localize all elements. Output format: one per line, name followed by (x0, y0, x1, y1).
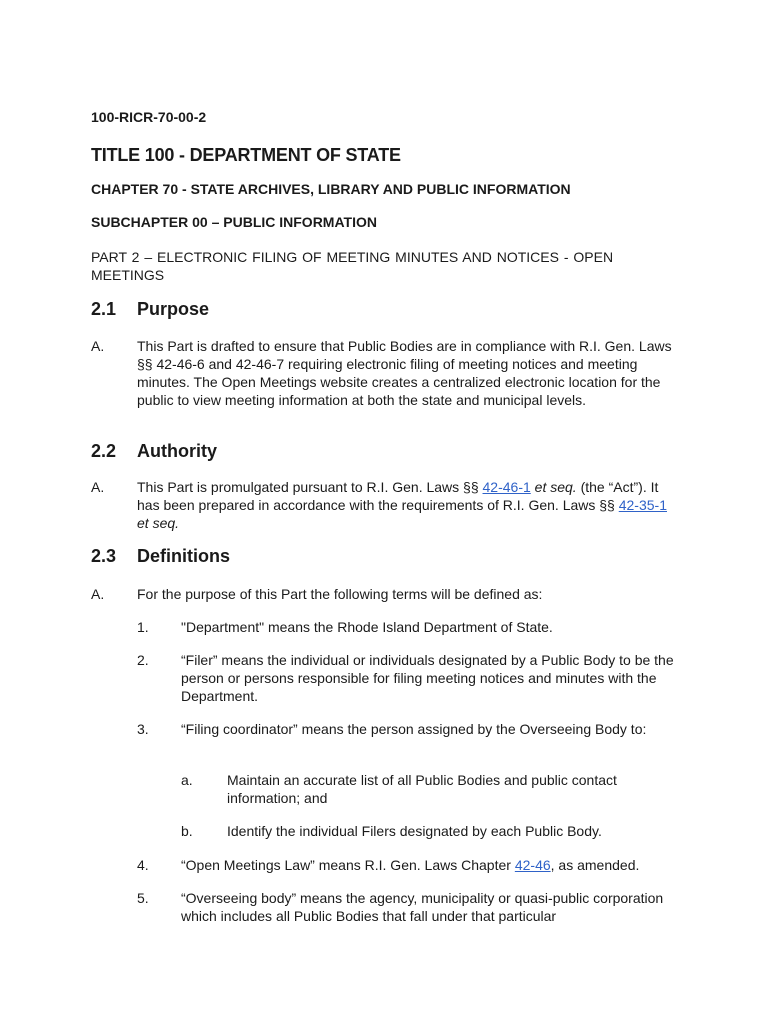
statute-link-42-46-1[interactable]: 42-46-1 (482, 479, 531, 495)
section-number-purpose: 2.1 (91, 299, 117, 319)
section-title-authority: Authority (137, 441, 217, 461)
definition-text: “Filing coordinator” means the person assigned by the Overseeing Body to: (181, 721, 647, 737)
authority-text-2: (the “Act”). It has been prepared in accordance with the requirements of R.I. Gen. Laws §§ (137, 479, 659, 513)
purpose-a-label: A. (91, 338, 105, 354)
definition-number: 2. (137, 652, 149, 668)
definition-number: 5. (137, 890, 149, 906)
et-seq-1: et seq. (530, 479, 577, 495)
section-title-definitions: Definitions (137, 546, 230, 566)
subdefinition-text: Identify the individual Filers designated by each Public Body. (227, 823, 602, 839)
chapter-heading: CHAPTER 70 - STATE ARCHIVES, LIBRARY AND PUBLIC INFORMATION (91, 181, 571, 197)
subdefinition-letter: b. (181, 823, 193, 839)
title-heading: TITLE 100 - DEPARTMENT OF STATE (91, 145, 401, 165)
subdefinition-letter: a. (181, 772, 193, 788)
definition-text: “Filer” means the individual or individuals designated by a Public Body to be the person or persons responsible for filing meeting notices and minutes with the Department. (181, 652, 674, 704)
section-number-definitions: 2.3 (91, 546, 117, 566)
definition-text: “Overseeing body” means the agency, municipality or quasi-public corporation which includes all Public Bodies that fall under that particular (181, 890, 664, 924)
definitions-a-label: A. (91, 586, 105, 602)
statute-link-42-35-1[interactable]: 42-35-1 (618, 497, 667, 513)
authority-text-1: This Part is promulgated pursuant to R.I. Gen. Laws §§ (137, 479, 483, 495)
section-title-purpose: Purpose (137, 299, 210, 319)
definition-text-post: , as amended. (550, 857, 640, 873)
authority-a-label: A. (91, 479, 105, 495)
section-number-authority: 2.2 (91, 441, 117, 461)
subchapter-heading: SUBCHAPTER 00 – PUBLIC INFORMATION (91, 214, 377, 230)
definition-text (181, 856, 691, 874)
purpose-a-text: This Part is drafted to ensure that Public Bodies are in compliance with R.I. Gen. Laws §§ 42-46-6 and 42-46-7 requiring electronic filing of meeting notices and meeting minutes. The Open Meetings website creates a centralized electronic location for the public to view meeting information at both the state and municipal levels. (137, 338, 672, 408)
et-seq-2: et seq. (137, 515, 180, 531)
document-id: 100-RICR-70-00-2 (91, 109, 207, 125)
definition-number: 3. (137, 721, 149, 737)
part-heading: PART 2 – ELECTRONIC FILING OF MEETING MINUTES AND NOTICES - OPEN MEETINGS (91, 249, 614, 283)
definitions-a-text: For the purpose of this Part the following terms will be defined as: (137, 586, 543, 602)
definition-number: 4. (137, 857, 149, 873)
definition-number: 1. (137, 619, 149, 635)
definition-text: "Department" means the Rhode Island Department of State. (181, 619, 553, 635)
definition-text-pre: “Open Meetings Law” means R.I. Gen. Laws Chapter (181, 857, 515, 873)
statute-link-42-46[interactable]: 42-46 (514, 857, 551, 873)
subdefinition-text: Maintain an accurate list of all Public Bodies and public contact information; and (227, 772, 617, 806)
authority-a-text (137, 478, 667, 532)
